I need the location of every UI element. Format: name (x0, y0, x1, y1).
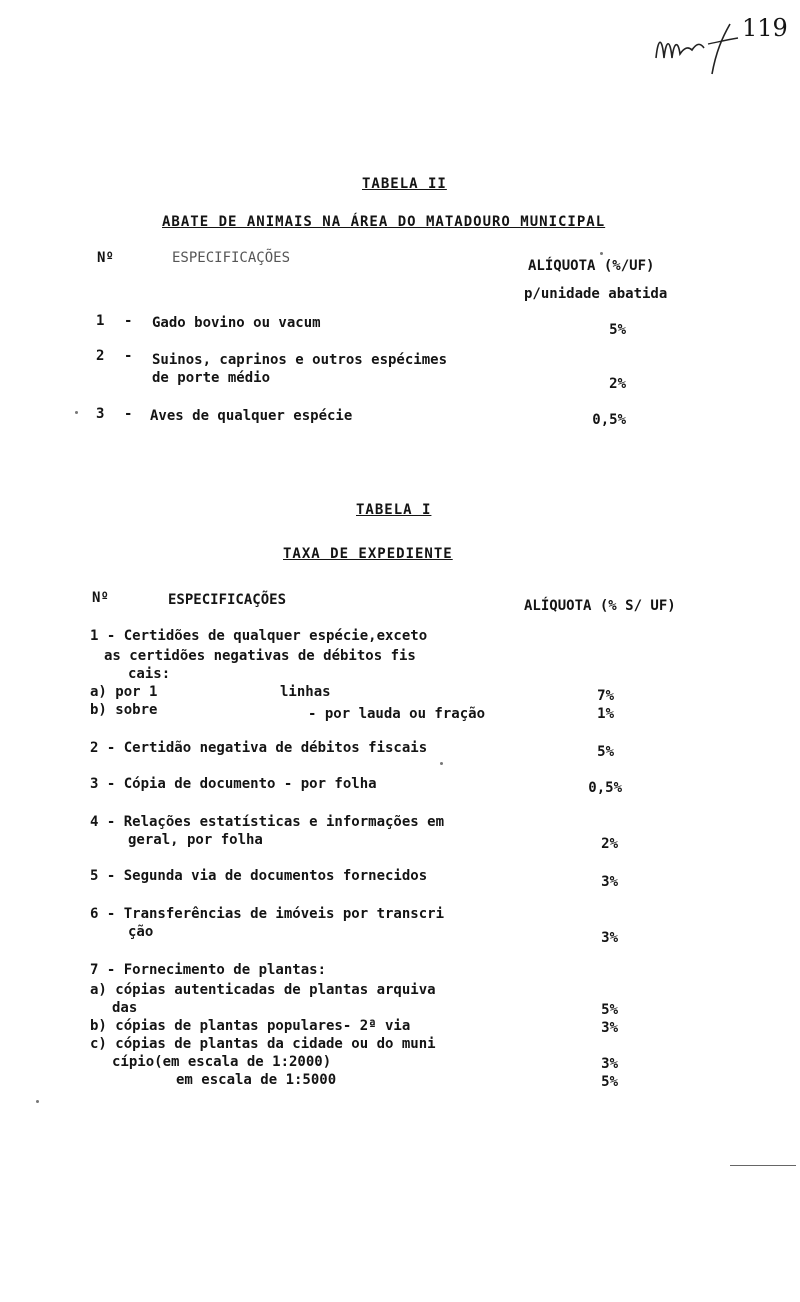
item5-value: 3% (601, 874, 618, 890)
item1b-value: 1% (597, 706, 614, 722)
item6-value: 3% (601, 930, 618, 946)
table2-row-1-no: 1 (96, 313, 105, 329)
item1a-value: 7% (597, 688, 614, 704)
table2-subtitle: ABATE DE ANIMAIS NA ÁREA DO MATADOURO MUNICIPAL (162, 214, 606, 230)
scan-speck (36, 1100, 39, 1103)
table2-row-3-no: 3 (96, 406, 105, 422)
item1a: a) por 1 (90, 684, 158, 700)
item7c-line1: c) cópias de plantas da cidade ou do muni (90, 1036, 436, 1052)
table1-subtitle: TAXA DE EXPEDIENTE (283, 546, 453, 562)
item7a-line1: a) cópias autenticadas de plantas arquiva (90, 982, 436, 998)
item1-line2: as certidões negativas de débitos fis (104, 648, 416, 664)
table2-row-2-value: 2% (609, 376, 626, 392)
table2-col-rate-sub: p/unidade abatida (524, 286, 668, 302)
table2-col-no: Nº (97, 250, 114, 266)
item2: 2 - Certidão negativa de débitos fiscais (90, 740, 428, 756)
table1-col-rate: ALÍQUOTA (% S/ UF) (524, 598, 676, 614)
table2-row-1-value: 5% (609, 322, 626, 338)
item1b-end: - por lauda ou fração (308, 706, 486, 722)
table2-row-2-dash: - (124, 348, 133, 364)
table2-row-2-text-line2: de porte médio (152, 370, 271, 386)
item7b: b) cópias de plantas populares- 2ª via (90, 1018, 411, 1034)
item7c-line3: em escala de 1:5000 (176, 1072, 337, 1088)
table2-row-2-no: 2 (96, 348, 105, 364)
table2-row-1-text: Gado bovino ou vacum (152, 315, 321, 331)
table1-col-spec: ESPECIFICAÇÕES (168, 592, 287, 608)
item4-value: 2% (601, 836, 618, 852)
scan-speck (75, 411, 78, 414)
item4-line2: geral, por folha (128, 832, 263, 848)
item2-value: 5% (597, 744, 614, 760)
table2-row-2-text-line1: Suinos, caprinos e outros espécimes (152, 352, 448, 368)
page-number: 119 (742, 14, 788, 42)
item1b: b) sobre (90, 702, 158, 718)
item6-line1: 6 - Transferências de imóveis por transcri (90, 906, 445, 922)
item7a-line2: das (112, 1000, 138, 1016)
item1-line1: 1 - Certidões de qualquer espécie,exceto (90, 628, 428, 644)
table1-col-no: Nº (92, 590, 109, 606)
item3-value: 0,5% (588, 780, 622, 796)
table2-col-spec: ESPECIFICAÇÕES (172, 250, 291, 266)
table2-row-3-dash: - (124, 406, 133, 422)
table2-title: TABELA II (362, 176, 447, 192)
item3: 3 - Cópia de documento - por folha (90, 776, 377, 792)
item7c-line2: cípio(em escala de 1:2000) (112, 1054, 332, 1070)
item1a-end: linhas (280, 684, 331, 700)
table2-row-3-text: Aves de qualquer espécie (150, 408, 353, 424)
handwritten-signature (652, 18, 742, 76)
bottom-rule (730, 1165, 796, 1166)
item7a-value: 5% (601, 1002, 618, 1018)
table2-col-rate: ALÍQUOTA (%/UF) (528, 258, 655, 274)
item5: 5 - Segunda via de documentos fornecidos (90, 868, 428, 884)
item1-line3: cais: (128, 666, 171, 682)
table2-row-3-value: 0,5% (592, 412, 626, 428)
item7c-value-1: 3% (601, 1056, 618, 1072)
item4-line1: 4 - Relações estatísticas e informações em (90, 814, 445, 830)
scan-speck (440, 762, 443, 765)
item6-line2: ção (128, 924, 154, 940)
item7c-value-2: 5% (601, 1074, 618, 1090)
item7b-value: 3% (601, 1020, 618, 1036)
table2-row-1-dash: - (124, 313, 133, 329)
item7: 7 - Fornecimento de plantas: (90, 962, 327, 978)
table1-title: TABELA I (356, 502, 432, 518)
scan-speck (600, 252, 603, 255)
